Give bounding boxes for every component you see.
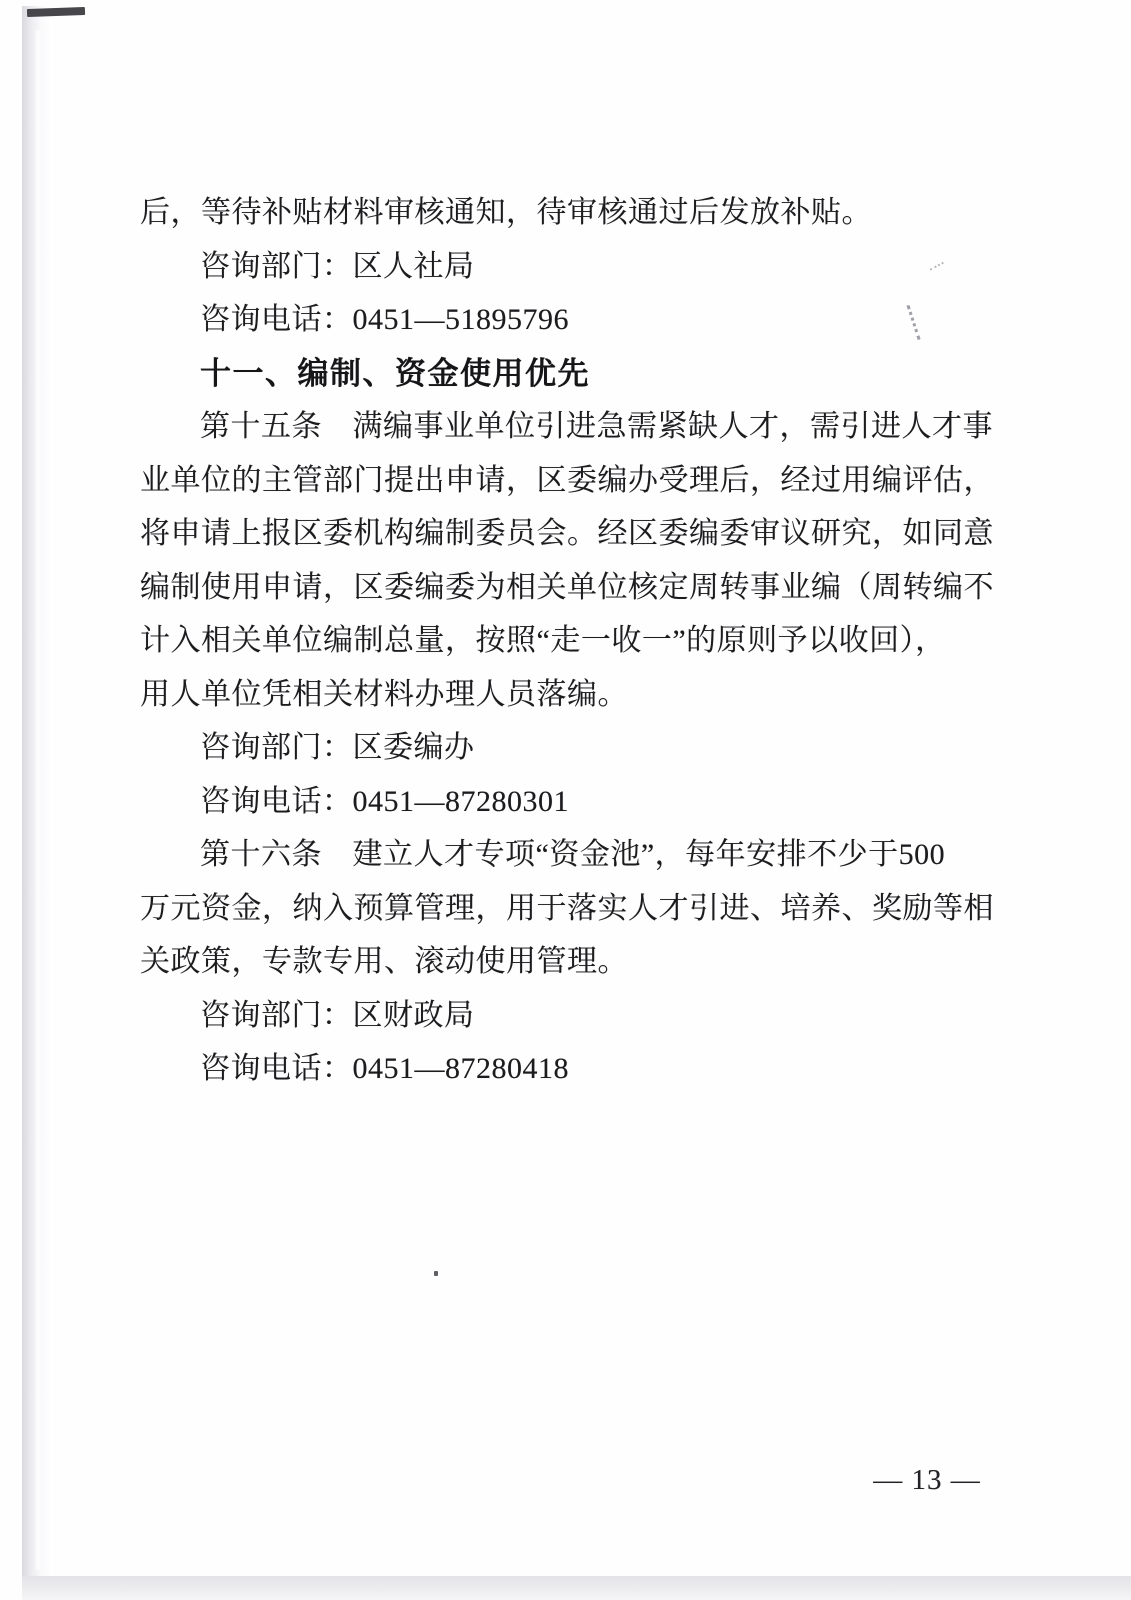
paragraph-line: 后，等待补贴材料审核通知，待审核通过后发放补贴。 — [140, 196, 872, 229]
article-15-line: 业单位的主管部门提出申请，区委编办受理后，经过用编评估， — [140, 463, 994, 497]
article-16-line: 万元资金，纳入预算管理，用于落实人才引进、培养、奖励等相 — [140, 891, 994, 925]
contact-department-line: 咨询部门：区财政局 — [200, 998, 475, 1032]
contact-phone-line: 咨询电话：0451—87280418 — [200, 1052, 569, 1085]
document-body — [140, 186, 994, 1096]
scan-corner-mark — [27, 7, 85, 17]
article-15-line: 计入相关单位编制总量，按照“走一收一”的原则予以收回）， — [140, 624, 946, 657]
section-heading: 十一、编制、资金使用优先 — [200, 355, 590, 391]
article-15-line: 将申请上报区委机构编制委员会。经区委编委审议研究，如同意 — [140, 517, 994, 550]
scan-bottom-edge-shadow — [22, 1576, 1131, 1600]
article-15-line: 第十五条 满编事业单位引进急需紧缺人才，需引进人才事 — [200, 410, 993, 443]
article-16-line: 关政策，专款专用、滚动使用管理。 — [140, 945, 628, 978]
contact-department-line: 咨询部门：区委编办 — [200, 731, 475, 764]
contact-phone-line: 咨询电话：0451—51895796 — [200, 303, 569, 336]
contact-department-line: 咨询部门：区人社局 — [200, 249, 475, 283]
article-16-line: 第十六条 建立人才专项“资金池”，每年安排不少于500 — [200, 838, 946, 871]
article-15-line: 用人单位凭相关材料办理人员落编。 — [140, 677, 628, 711]
scan-left-edge-highlight — [34, 30, 42, 1570]
contact-phone-line: 咨询电话：0451—87280301 — [200, 784, 569, 818]
page-number: — 13 — — [873, 1464, 981, 1496]
article-15-line: 编制使用申请，区委编委为相关单位核定周转事业编（周转编不 — [140, 570, 994, 604]
scan-speck — [434, 1271, 438, 1276]
